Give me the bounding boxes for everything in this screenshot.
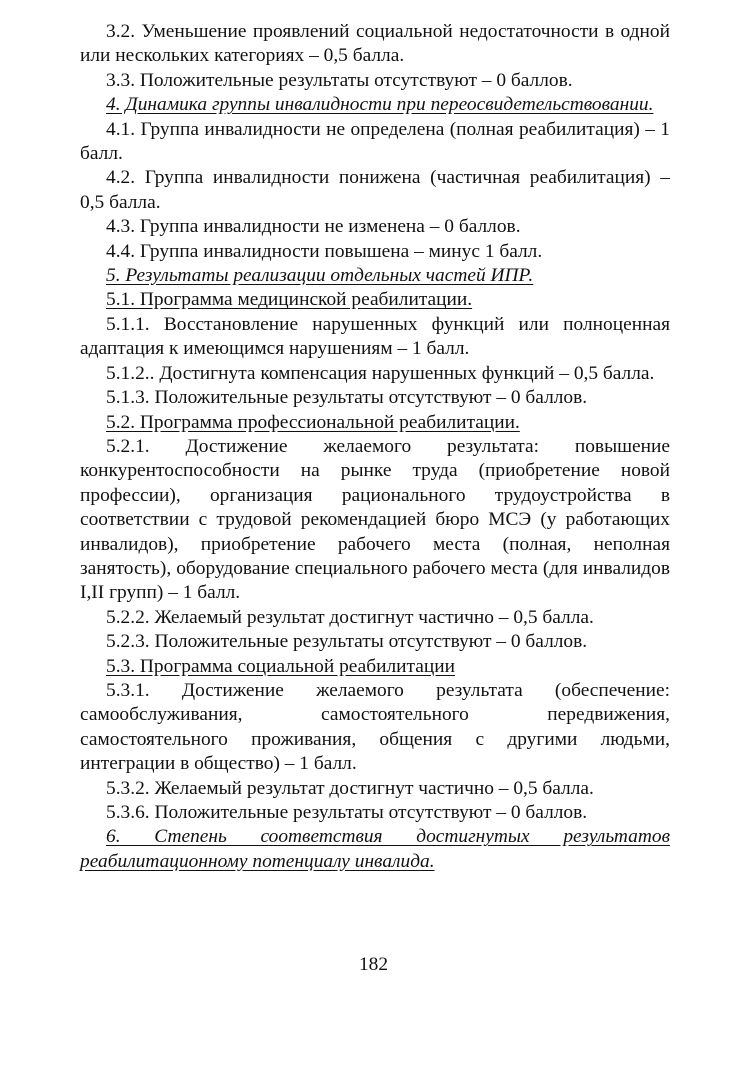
paragraph-5-3-1: 5.3.1. Достижение желаемого результата (обеспечение: самообслуживания, самостоятельного передвижения, самостоятельного проживания, общения с другими людьми, интеграции в общество) – 1 балл. xyxy=(80,679,670,775)
heading-5-3-text: 5.3. Программа социальной реабилитации xyxy=(106,655,455,677)
paragraph-4-4: 4.4. Группа инвалидности повышена – минус 1 балл. xyxy=(106,240,543,262)
paragraph-4-1: 4.1. Группа инвалидности не определена (полная реабилитация) – 1 балл. xyxy=(80,118,670,165)
paragraph-5-2-3: 5.2.3. Положительные результаты отсутствуют – 0 баллов. xyxy=(106,631,588,653)
paragraph-5-3-6: 5.3.6. Положительные результаты отсутствуют – 0 баллов. xyxy=(106,802,588,823)
heading-5-1 xyxy=(80,288,670,312)
paragraph-5-2-1: 5.2.1. Достижение желаемого результата: повышение конкурентоспособности на рынке труда (приобретение новой профессии), организация рационального трудоустройства в соответствии с трудовой рекомендацией бюро МСЭ (у работающих инвалидов), приобретение рабочего места (полная, неполная занятость), оборудование специального рабочего места (для инвалидов I,II групп) – 1 балл. xyxy=(80,435,670,604)
heading-5-text: 5. Результаты реализации отдельных частей ИПР. xyxy=(106,265,534,287)
paragraph-5-1-2: 5.1.2.. Достигнута компенсация нарушенных функций – 0,5 балла. xyxy=(106,362,655,384)
heading-5-3 xyxy=(80,655,670,679)
paragraph-4-2: 4.2. Группа инвалидности понижена (частичная реабилитация) – 0,5 балла. xyxy=(80,167,670,213)
heading-4-text: 4. Динамика группы инвалидности при переосвидетельствовании. xyxy=(106,94,654,116)
paragraph-5-3-2: 5.3.2. Желаемый результат достигнут частично – 0,5 балла. xyxy=(106,777,594,799)
paragraph-3-3: 3.3. Положительные результаты отсутствуют – 0 баллов. xyxy=(106,69,573,91)
page-number: 182 xyxy=(358,954,389,975)
heading-5-1-text: 5.1. Программа медицинской реабилитации. xyxy=(106,289,473,311)
heading-5-2-text: 5.2. Программа профессиональной реабилитации. xyxy=(106,411,520,433)
heading-4 xyxy=(80,93,670,117)
page-body xyxy=(80,20,670,874)
heading-5 xyxy=(80,264,670,288)
heading-6-text: 6. Степень соответствия достигнутых результатов реабилитационному потенциалу инвалида. xyxy=(80,826,670,872)
paragraph-5-2-2: 5.2.2. Желаемый результат достигнут частично – 0,5 балла. xyxy=(106,606,594,628)
heading-6 xyxy=(80,825,670,874)
paragraph-4-3: 4.3. Группа инвалидности не изменена – 0 баллов. xyxy=(106,216,521,238)
paragraph-5-1-3: 5.1.3. Положительные результаты отсутствуют – 0 баллов. xyxy=(106,387,588,409)
paragraph-3-2: 3.2. Уменьшение проявлений социальной недостаточности в одной или нескольких категориях – 0,5 балла. xyxy=(80,21,670,67)
heading-5-2 xyxy=(80,411,670,435)
paragraph-5-1-1: 5.1.1. Восстановление нарушенных функций или полноценная адаптация к имеющимся нарушениям – 1 балл. xyxy=(80,313,670,360)
